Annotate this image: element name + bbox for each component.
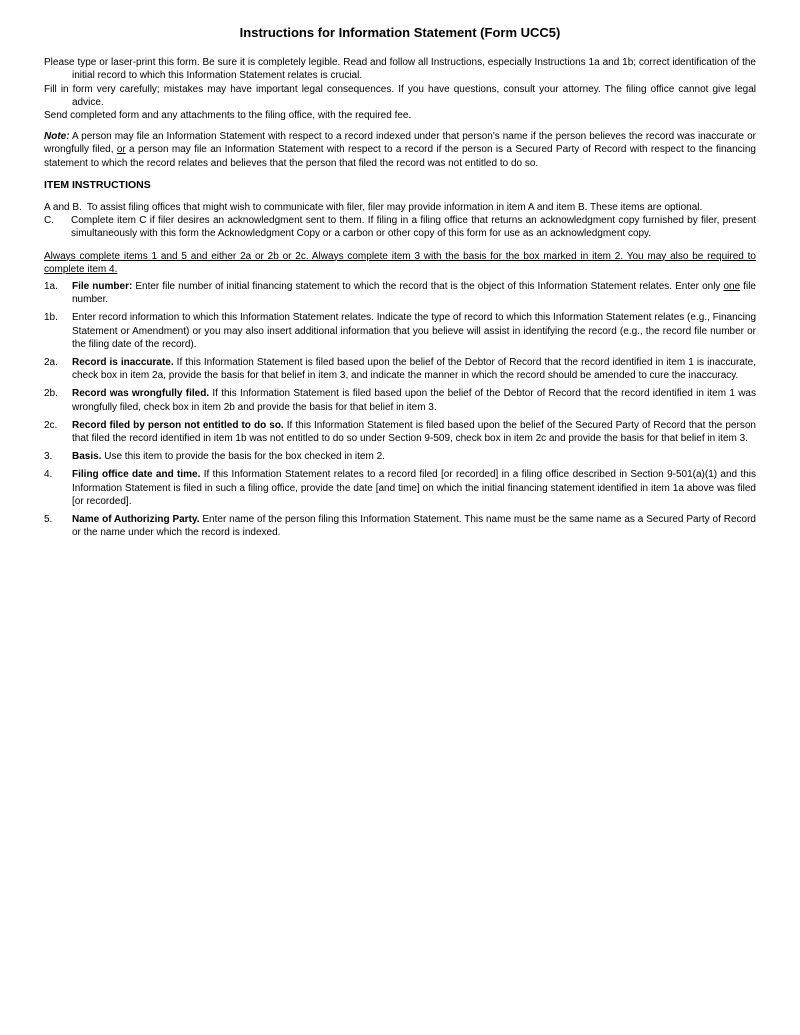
numbered-item	[44, 387, 756, 413]
text-segment: Enter file number of initial financing statement to which the record that is the object of this Information Statement relates. Enter only	[132, 281, 724, 293]
item-label: 2a.	[44, 357, 58, 369]
intro-paragraph: Fill in form very carefully; mistakes may have important legal consequences. If you have questions, consult your attorney. The filing office cannot give legal advice.	[44, 83, 756, 108]
text-segment: Record was wrongfully filed.	[72, 388, 210, 400]
text-segment: Use this item to provide the basis for the box checked in item 2.	[101, 451, 385, 463]
item-label: A and B.	[44, 202, 82, 214]
numbered-item	[44, 356, 756, 382]
item-text	[72, 450, 756, 463]
lettered-item	[44, 214, 756, 240]
always-complete-paragraph	[44, 250, 756, 276]
text-segment: file number.	[72, 281, 756, 306]
text-segment: If this Information Statement is filed based upon the belief of the Secured Party of Record that the person that filed the record identified in item 1b was not entitled to do so under Section 9-509, check box in item 2c and provide the basis for that belief in item 3.	[72, 419, 756, 445]
text-segment: Basis.	[72, 451, 102, 463]
item-text	[72, 419, 756, 445]
lettered-item	[44, 201, 756, 214]
text-segment: If this Information Statement is filed based upon the belief of the Debtor of Record that the record identified in item 1 was wrongfully filed, check box in item 2b and provide the basis for that belief in item 3.	[72, 388, 756, 413]
item-label: 5.	[44, 514, 53, 526]
text-segment: or	[116, 144, 126, 156]
text-segment: Enter name of the person filing this Information Statement. This name must be the same name as a Secured Party of Record or the name under which the record is indexed.	[72, 514, 756, 539]
item-label: 2b.	[44, 388, 58, 400]
text-segment: Enter record information to which this Information Statement relates. Indicate the type of record to which this Information Statement relates (e.g., Financing Statement or Amendment) or you may also insert additional information that you believe will assist in identifying the record (e.g., the record file number or the filing date of the record).	[72, 312, 756, 350]
text-segment: one	[723, 281, 741, 293]
text-segment: Name of Authorizing Party.	[72, 514, 200, 526]
intro-section	[44, 56, 756, 122]
item-text	[72, 356, 756, 382]
item-text	[72, 311, 756, 351]
note-paragraph	[44, 130, 756, 170]
text-segment: Record filed by person not entitled to do so.	[72, 419, 284, 431]
numbered-item	[44, 468, 756, 508]
item-text	[72, 280, 756, 306]
text-segment: Note:	[44, 131, 70, 143]
numbered-item	[44, 513, 756, 539]
numbered-items	[44, 280, 756, 539]
item-text	[72, 513, 756, 539]
item-label: 3.	[44, 451, 53, 463]
intro-paragraph: Please type or laser-print this form. Be sure it is completely legible. Read and follow all Instructions, especially Instructions 1a and 1b; correct identification of the initial record to which this Information Statement relates is crucial.	[44, 57, 756, 82]
text-segment: A person may file an Information Statement with respect to a record indexed under that person's name if the person believes the record was inaccurate or wrongfully filed,	[44, 131, 756, 156]
text-segment: To assist filing offices that might wish to communicate with filer, filer may provide information in item A and item B. These items are optional.	[86, 202, 703, 214]
text-segment: Record is inaccurate.	[72, 357, 174, 369]
text-segment: Always complete items 1 and 5 and either 2a or 2b or 2c. Always complete item 3 with the basis for the box marked in item 2. You may also be required to complete item 4.	[44, 250, 756, 275]
item-label: 4.	[44, 469, 53, 481]
text-segment: a person may file an Information Statement with respect to a record if the person is a Secured Party of Record with respect to the financing statement to which the record relates and believes that the person that filed the record was not entitled to do so.	[44, 144, 756, 169]
intro-paragraph: Send completed form and any attachments to the filing office, with the required fee.	[44, 110, 412, 122]
lettered-items	[44, 201, 756, 241]
page-title: Instructions for Information Statement (Form UCC5)	[239, 25, 561, 40]
numbered-item	[44, 450, 756, 463]
item-label: C.	[44, 215, 54, 227]
item-label: 1a.	[44, 281, 58, 293]
item-instructions-heading: ITEM INSTRUCTIONS	[44, 178, 151, 191]
item-text	[72, 468, 756, 508]
text-segment: Filing office date and time.	[72, 469, 201, 481]
text-segment: If this Information Statement relates to a record filed [or recorded] in a filing office described in Section 9-501(a)(1) and this Information Statement is filed in such a filing office, provide the date [and time] on which the initial financing statement identified in item 1a above was filed [or recorded].	[72, 469, 757, 507]
item-text	[72, 387, 756, 413]
item-text	[71, 214, 756, 240]
numbered-item	[44, 419, 756, 445]
numbered-item	[44, 311, 756, 351]
item-label: 1b.	[44, 312, 58, 324]
item-text	[87, 201, 756, 214]
text-segment: Complete item C if filer desires an acknowledgment sent to them. If filing in a filing office that returns an acknowledgment copy furnished by filer, present simultaneously with this form the Acknowledgment Copy or a carbon or other copy of this form for use as an acknowledgment copy.	[71, 215, 756, 240]
text-segment: If this Information Statement is filed based upon the belief of the Debtor of Record that the record identified in item 1 is inaccurate, check box in item 2a, provide the basis for that belief in item 3, and indicate the manner in which the record should be amended to cure the inaccuracy.	[72, 357, 757, 382]
numbered-item	[44, 280, 756, 306]
item-label: 2c.	[44, 419, 58, 431]
text-segment: File number:	[72, 281, 133, 293]
